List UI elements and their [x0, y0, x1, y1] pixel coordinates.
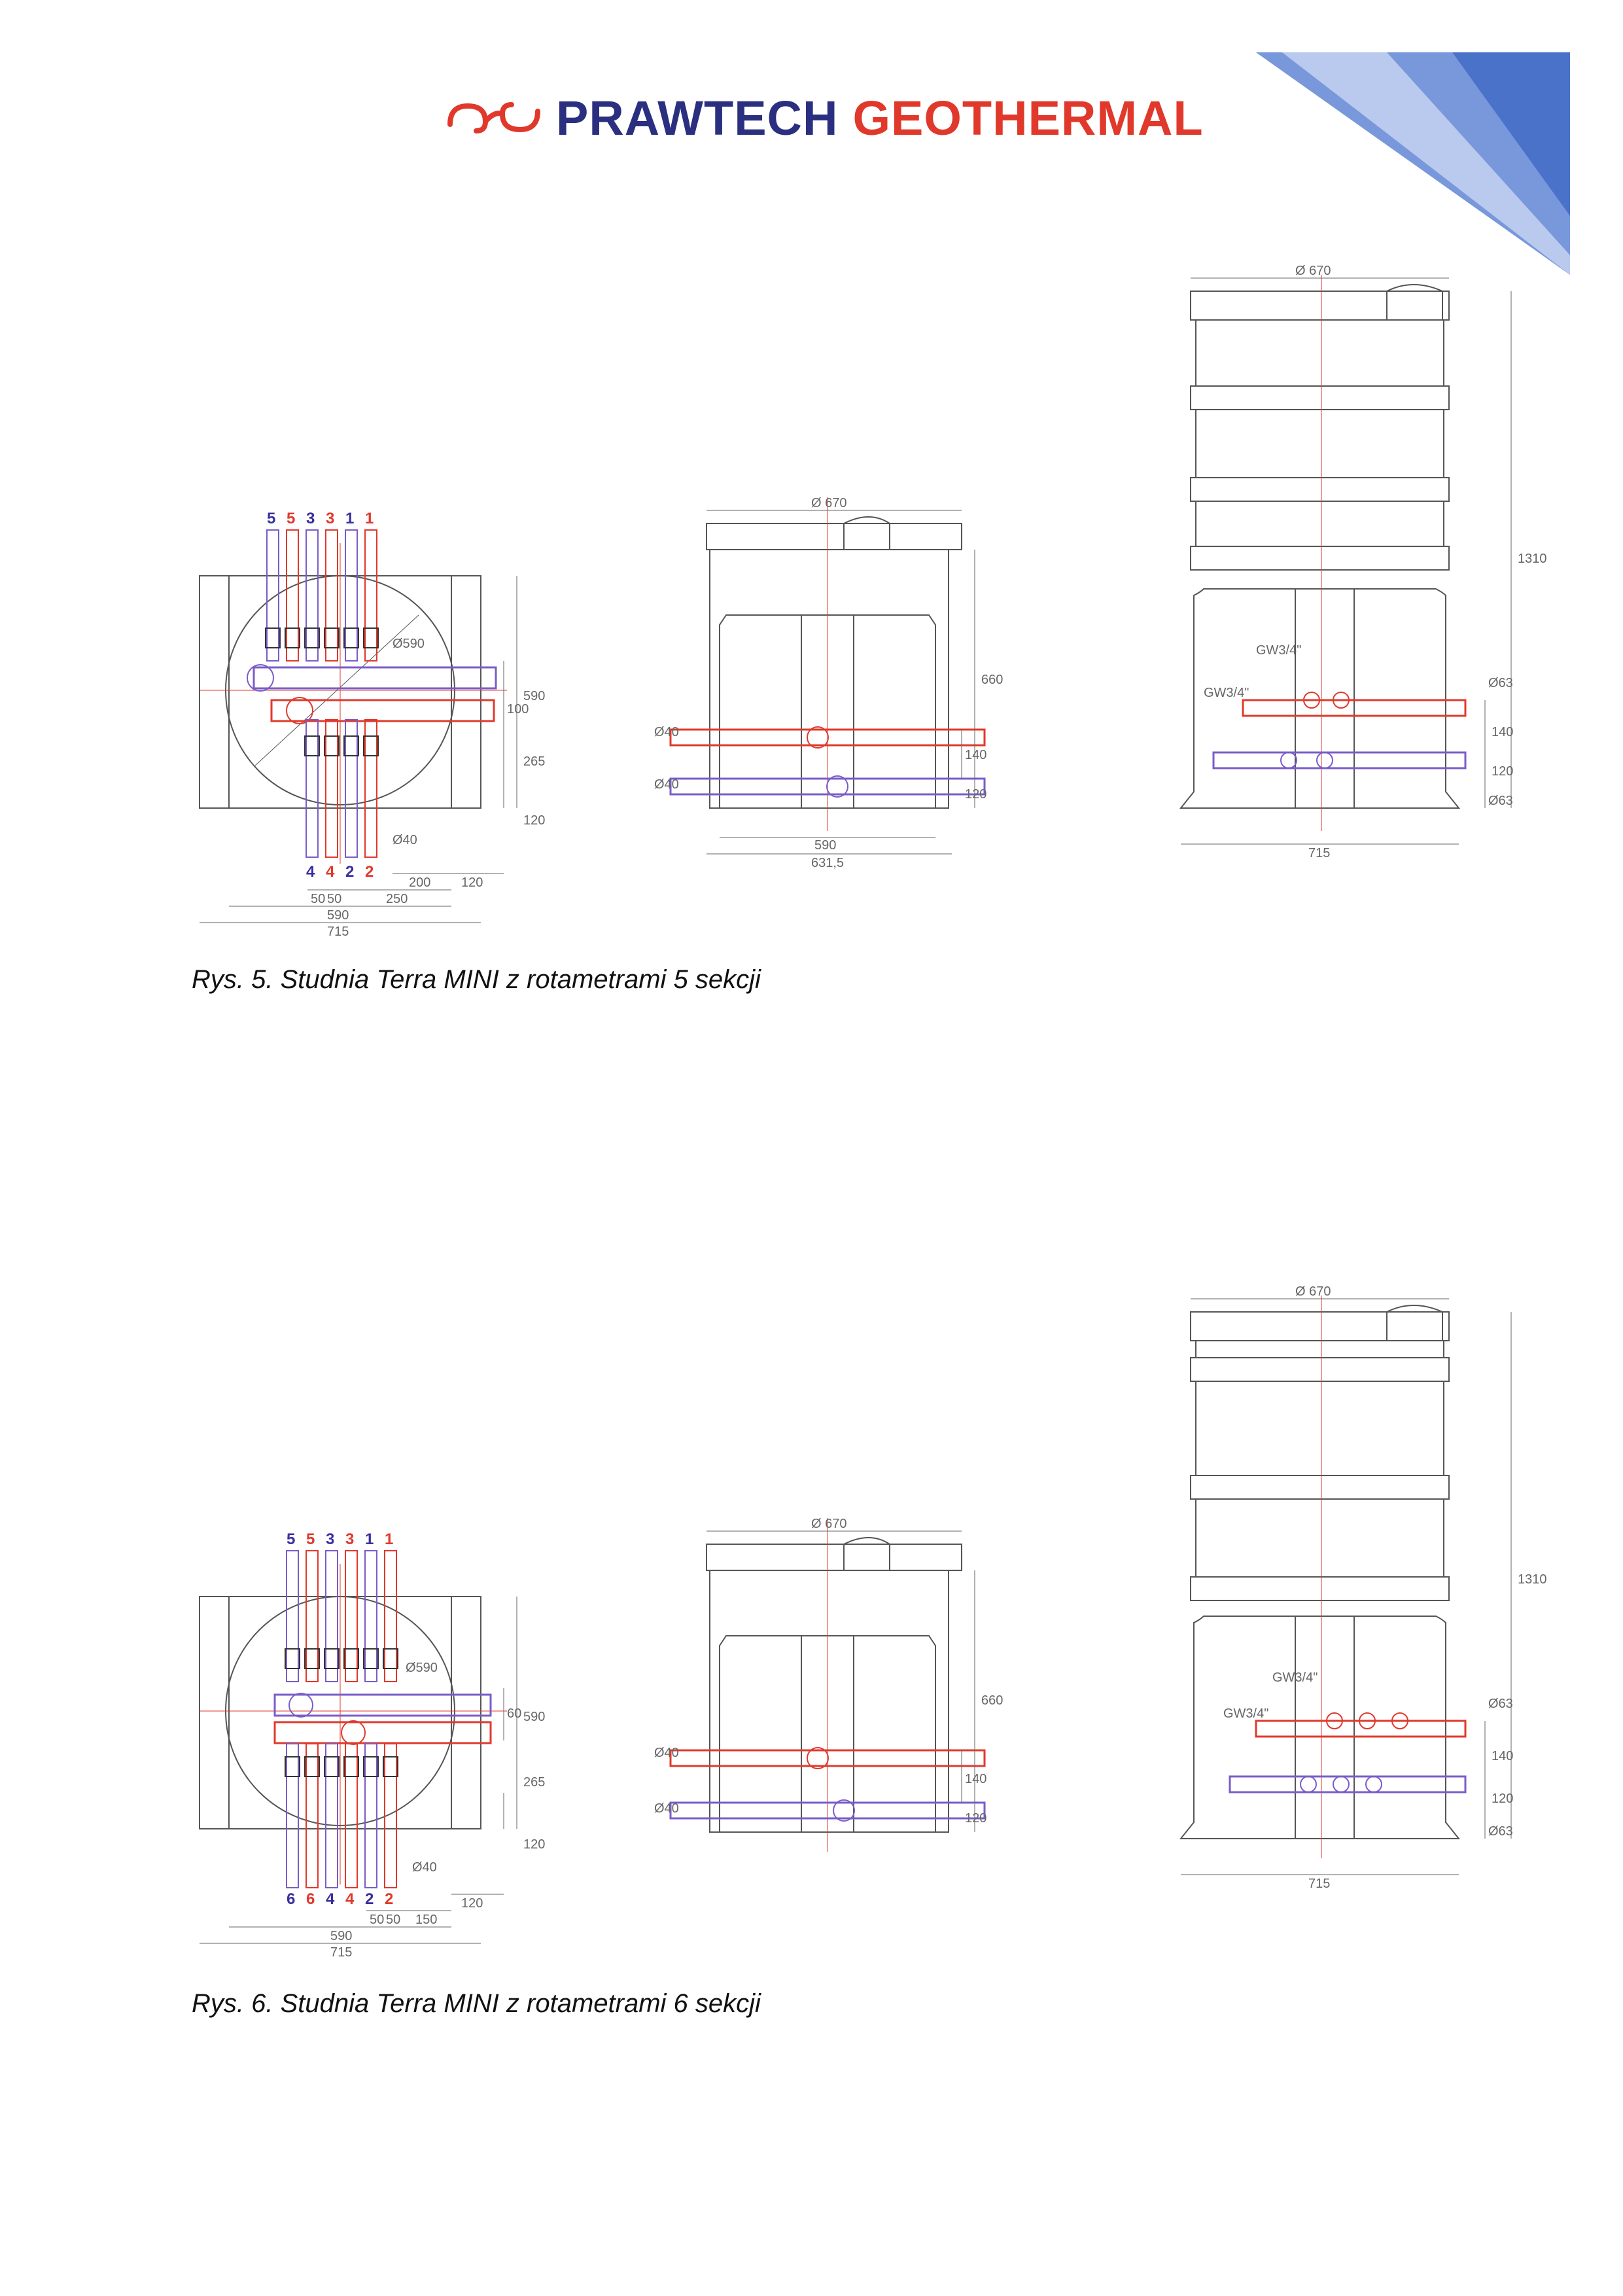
plan-dim-8: 120	[461, 875, 483, 890]
front-dim-3: Ø40	[654, 777, 679, 792]
plan-dim-4: 265	[523, 754, 546, 769]
side-dim-8: 120	[1492, 1792, 1514, 1806]
plan-dim-6: 60	[507, 1706, 522, 1721]
plan-dim-1: Ø590	[406, 1661, 438, 1675]
plan-dim-10: 150	[415, 1913, 438, 1927]
plan-dim-9: 50	[386, 1913, 401, 1927]
front-dim-1: Ø 670	[811, 1517, 847, 1531]
plan-top-label-4: 3	[345, 1530, 355, 1548]
plan-dim-2: Ø40	[393, 833, 417, 847]
plan-dim-6: 100	[507, 702, 529, 716]
front-dim-6: 120	[965, 787, 987, 802]
plan-top-label-5: 1	[365, 1530, 374, 1548]
plan-top-label-6: 1	[385, 1530, 394, 1548]
plan-dim-11: 250	[386, 892, 408, 906]
figure-1-drawing	[183, 249, 1547, 955]
plan-dim-1: Ø590	[393, 637, 425, 651]
side-dim-3: GW3/4"	[1272, 1670, 1318, 1685]
plan-bottom-label-3: 2	[345, 863, 355, 881]
plan-dim-3: 590	[523, 689, 546, 703]
side-dim-6: Ø63	[1488, 794, 1513, 808]
side-dim-5: Ø63	[1488, 676, 1513, 690]
plan-dim-4: 265	[523, 1775, 546, 1790]
side-dim-8: 120	[1492, 764, 1514, 779]
plan-top-label-2: 5	[306, 1530, 315, 1548]
plan-dim-3: 590	[523, 1710, 546, 1724]
plan-bottom-label-4: 2	[365, 863, 374, 881]
side-dim-7: 140	[1492, 725, 1514, 739]
plan-bottom-label-1: 4	[306, 863, 315, 881]
front-dim-8: 631,5	[811, 856, 845, 870]
plan-bottom-label-6: 2	[385, 1890, 394, 1908]
plan-bottom-label-5: 2	[365, 1890, 374, 1908]
plan-dim-9: 50	[311, 892, 326, 906]
plan-dim-5: 120	[523, 1837, 546, 1852]
plan-bottom-label-3: 4	[326, 1890, 335, 1908]
plan-top-label-6: 1	[365, 510, 374, 527]
plan-dim-12: 590	[327, 908, 349, 923]
front-dim-2: Ø40	[654, 1746, 679, 1760]
plan-dim-5: 120	[523, 813, 546, 828]
plan-top-label-5: 1	[345, 510, 355, 527]
side-dim-6: Ø63	[1488, 1824, 1513, 1839]
figure-2-caption: Rys. 6. Studnia Terra MINI z rotametrami 6 sekcji	[192, 1989, 761, 2018]
front-dim-4: 660	[981, 1693, 1003, 1708]
plan-bottom-label-2: 6	[306, 1890, 315, 1908]
plan-top-label-4: 3	[326, 510, 335, 527]
side-dim-1: Ø 670	[1295, 264, 1331, 278]
plan-dim-7: 200	[409, 875, 431, 890]
logo-text-prawtech: PRAWTECH	[556, 90, 839, 145]
corner-decoration	[1256, 52, 1570, 275]
side-dim-5: Ø63	[1488, 1697, 1513, 1711]
side-dim-1: Ø 670	[1295, 1284, 1331, 1299]
plan-dim-2: Ø40	[412, 1860, 437, 1875]
plan-dim-7: 120	[461, 1896, 483, 1911]
plan-dim-12: 715	[330, 1945, 353, 1960]
front-dim-3: Ø40	[654, 1801, 679, 1816]
plan-bottom-label-4: 4	[345, 1890, 355, 1908]
side-dim-4: GW3/4"	[1223, 1706, 1269, 1721]
brand-logo	[445, 85, 1204, 150]
plan-dim-10: 50	[327, 892, 342, 906]
plan-dim-8: 50	[370, 1913, 385, 1927]
side-dim-3: GW3/4"	[1256, 643, 1302, 658]
front-dim-7: 590	[814, 838, 837, 853]
plan-bottom-label-1: 6	[287, 1890, 296, 1908]
plan-dim-13: 715	[327, 925, 349, 939]
plan-bottom-label-2: 4	[326, 863, 335, 881]
front-dim-2: Ø40	[654, 725, 679, 739]
plan-dim-11: 590	[330, 1929, 353, 1943]
logo-pipes-icon	[445, 98, 543, 137]
side-dim-7: 140	[1492, 1749, 1514, 1763]
front-dim-4: 660	[981, 673, 1003, 687]
logo-text-geothermal: GEOTHERMAL	[852, 90, 1204, 145]
front-dim-6: 120	[965, 1811, 987, 1826]
plan-top-label-1: 5	[267, 510, 276, 527]
side-dim-2: 1310	[1518, 552, 1547, 566]
front-dim-5: 140	[965, 1772, 987, 1786]
figure-1-caption: Rys. 5. Studnia Terra MINI z rotametrami 5 sekcji	[192, 965, 761, 994]
front-dim-1: Ø 670	[811, 496, 847, 510]
plan-top-label-3: 3	[306, 510, 315, 527]
figure-2-drawing	[183, 1282, 1547, 1989]
front-dim-5: 140	[965, 748, 987, 762]
side-dim-4: GW3/4"	[1204, 686, 1249, 700]
side-dim-9: 715	[1308, 846, 1331, 860]
side-dim-2: 1310	[1518, 1572, 1547, 1587]
plan-top-label-3: 3	[326, 1530, 335, 1548]
side-dim-9: 715	[1308, 1877, 1331, 1891]
plan-top-label-1: 5	[287, 1530, 296, 1548]
plan-top-label-2: 5	[287, 510, 296, 527]
